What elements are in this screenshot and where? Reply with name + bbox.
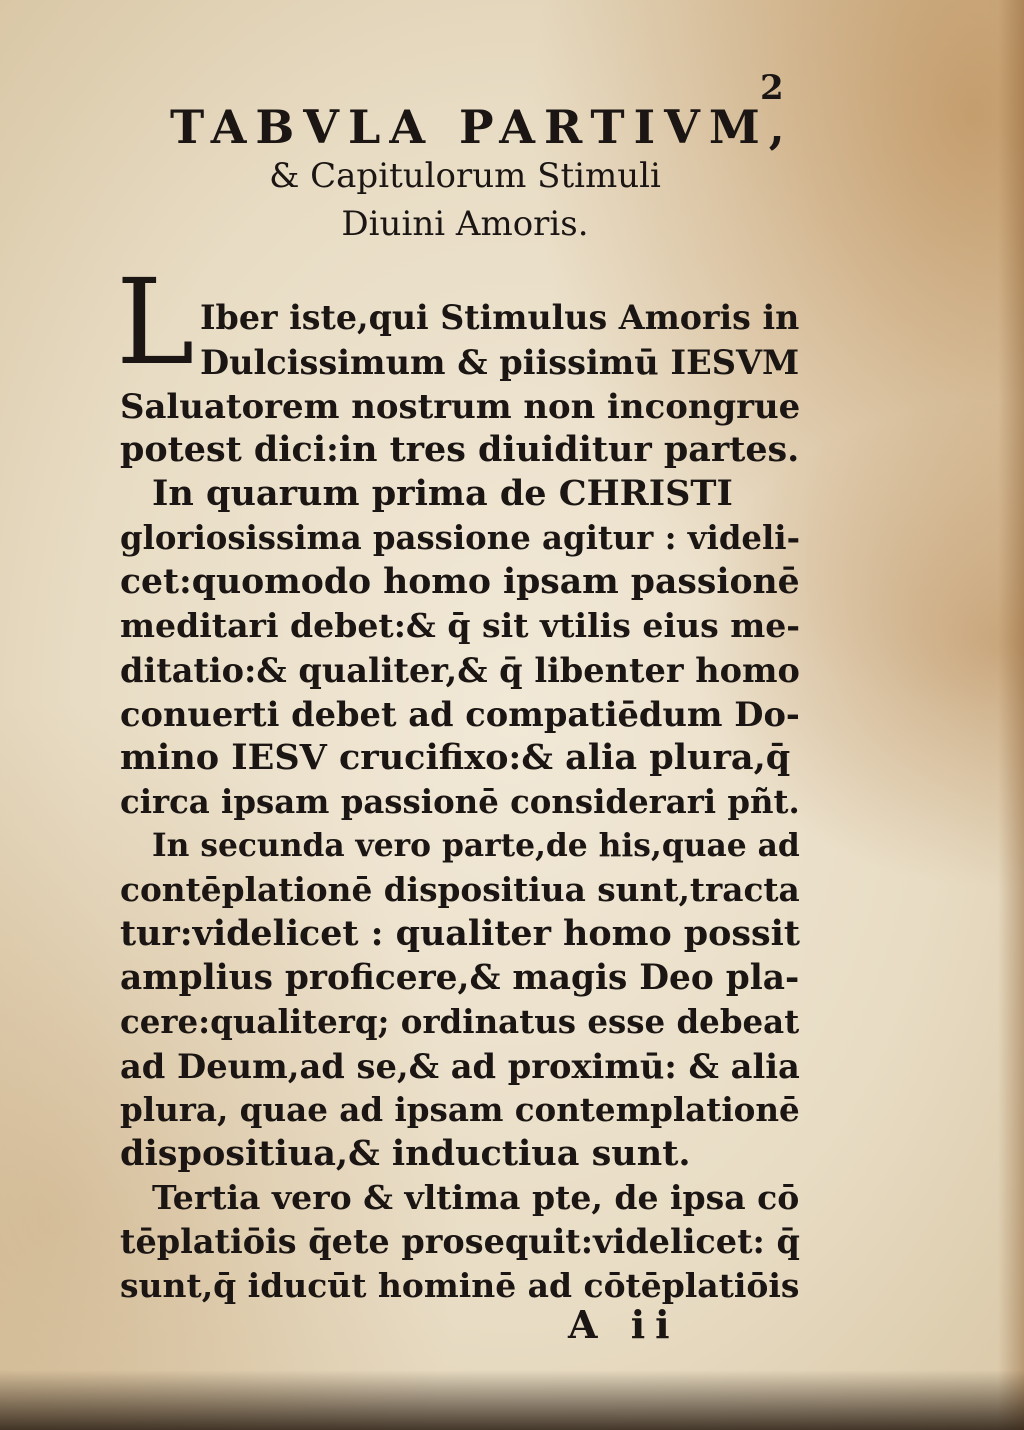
text-line: gloriosissima passione agitur : videli- [120, 519, 800, 557]
text-line: cet:quomodo homo ipsam passionē [120, 562, 800, 602]
page-edge-stain [998, 0, 1024, 1430]
text-line: Iber iste,qui Stimulus Amoris in [200, 298, 800, 337]
text-line: ad Deum,ad se,& ad proximū: & alia [120, 1046, 800, 1086]
page-title: TABVLA PARTIVM, [170, 100, 794, 154]
signature-mark: A ii [568, 1302, 680, 1347]
text-line: Dulcissimum & piissimū IESVM [200, 342, 800, 382]
text-line: In quarum prima de CHRISTI [152, 473, 733, 514]
text-line: tēplatiōis q̄ete prosequit:videlicet: q̄ [120, 1222, 800, 1261]
text-line: cere:qualiterq; ordinatus esse debeat [120, 1003, 800, 1041]
text-line: circa ipsam passionē considerari pñt. [120, 783, 800, 821]
page-bottom-shadow [0, 1370, 1024, 1430]
text-line: meditari debet:& q̄ sit vtilis eius me- [120, 606, 801, 645]
text-line: Tertia vero & vltima pte, de ipsa cō [152, 1178, 800, 1217]
text-line: dispositiua,& inductiua sunt. [120, 1133, 691, 1174]
folio-number: 2 [760, 68, 784, 108]
drop-capital: L [116, 253, 195, 391]
text-line: Saluatorem nostrum non incongrue [120, 386, 801, 426]
text-line: contēplationē dispositiua sunt,tracta [120, 870, 800, 909]
text-line: potest dici:in tres diuiditur partes. [120, 429, 800, 470]
text-line: plura, quae ad ipsam contemplationē [120, 1090, 800, 1129]
text-line: tur:videlicet : qualiter homo possit [120, 913, 800, 954]
text-line: conuerti debet ad compatiēdum Do- [120, 694, 800, 734]
text-line: sunt,q̄ iducūt hominē ad cōtēplatiōis [120, 1266, 800, 1305]
text-line: mino IESV crucifixo:& alia plura,q̄ [120, 737, 791, 778]
page-subtitle-line-1: & Capitulorum Stimuli [269, 156, 661, 196]
text-line: In secunda vero parte,de his,quae ad [152, 828, 800, 864]
page-subtitle-line-2: Diuini Amoris. [341, 204, 589, 244]
text-line: amplius proficere,& magis Deo pla- [120, 958, 800, 998]
text-line: ditatio:& qualiter,& q̄ libenter homo [120, 650, 800, 690]
